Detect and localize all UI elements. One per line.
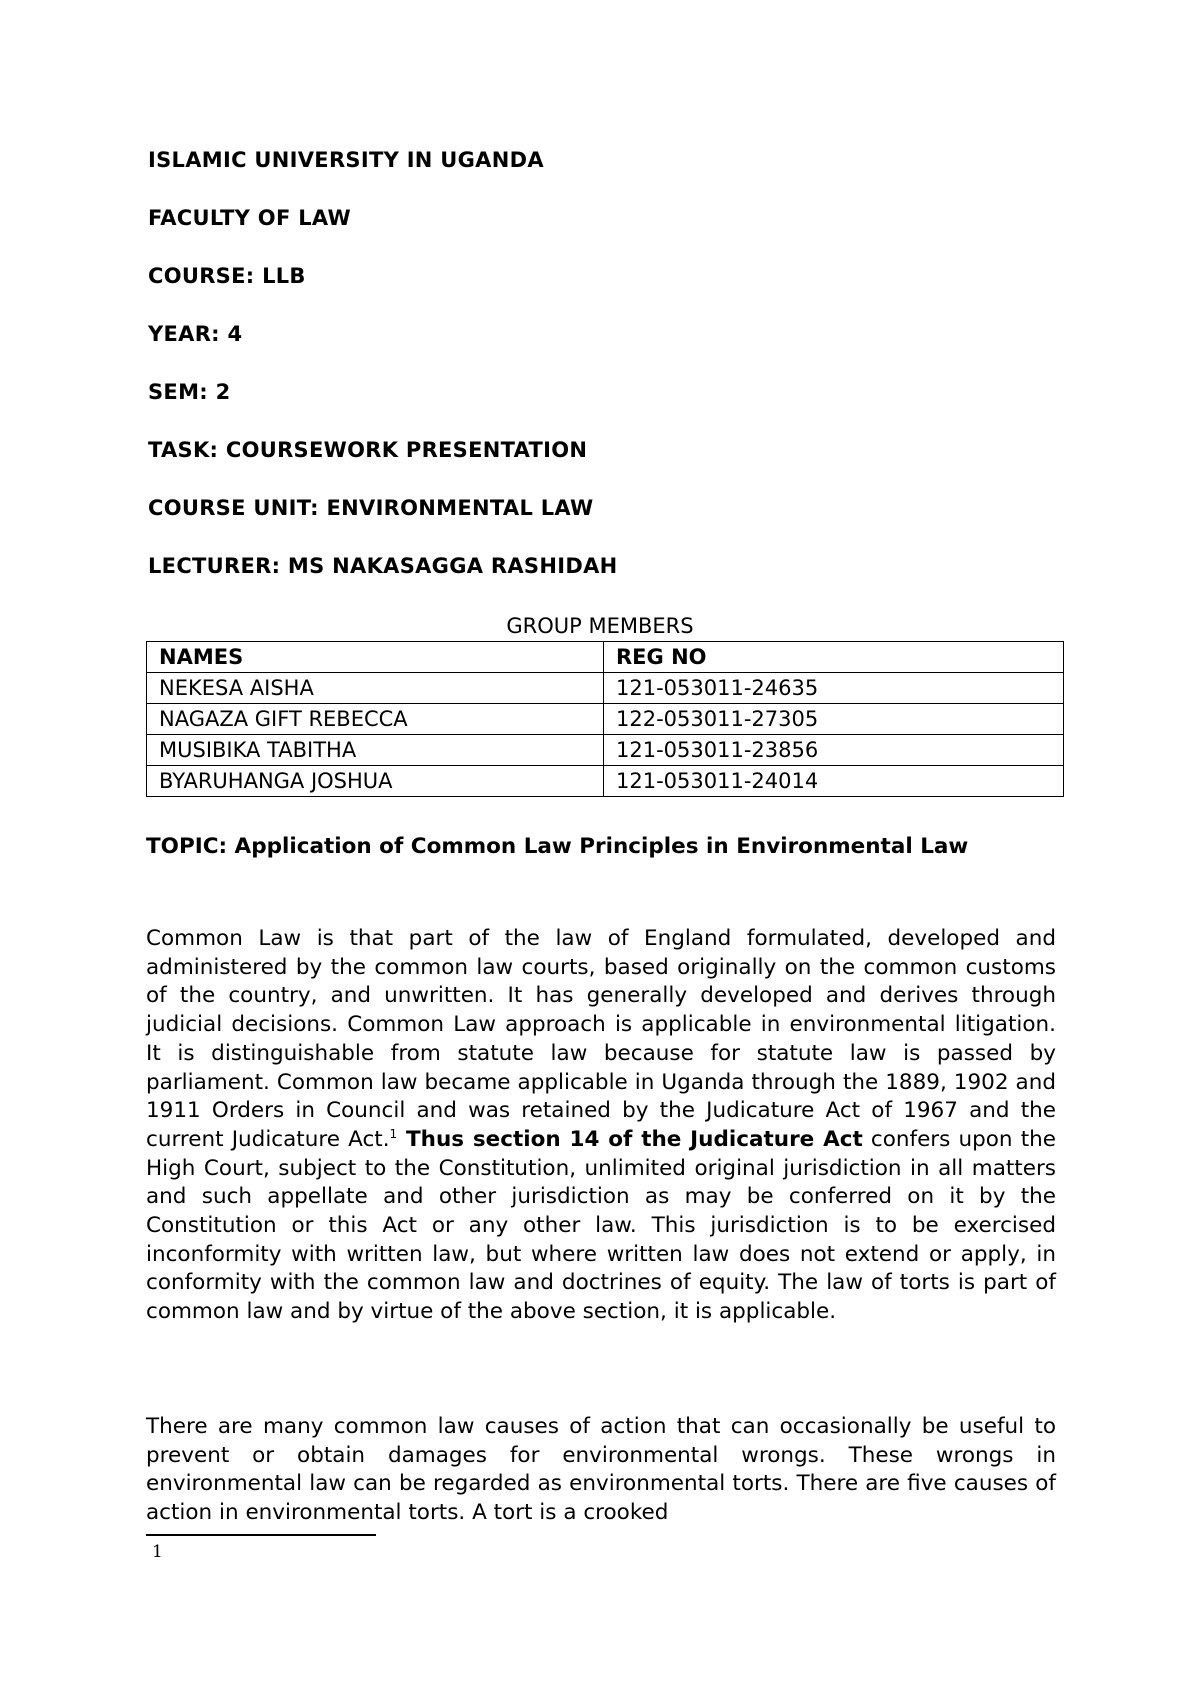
year-line: YEAR: 4 <box>148 322 243 346</box>
group-members-caption: GROUP MEMBERS <box>506 614 694 638</box>
footnote-reference[interactable]: 1 <box>389 1126 398 1141</box>
bold-section-reference: Thus section 14 of the Judicature Act <box>397 1126 863 1152</box>
member-reg-no: 121-053011-23856 <box>604 735 1064 766</box>
semester-line: SEM: 2 <box>148 380 231 404</box>
table-row <box>147 704 1064 735</box>
faculty-name: FACULTY OF LAW <box>148 206 351 230</box>
member-reg-no: 122-053011-27305 <box>604 704 1064 735</box>
member-name: NEKESA AISHA <box>147 673 604 704</box>
common-law-paragraph <box>146 925 1056 1327</box>
member-name: MUSIBIKA TABITHA <box>147 735 604 766</box>
paragraph-text: Common Law is that part of the law of England formulated, developed and administered by the common law courts, based originally on the common customs of the country, and unwritten. It has generally developed and derives through judicial decisions. Common Law approach is applicable in environmental litigation. It is distinguishable from statute law because for statute law is passed by parliament. Common law became applicable in Uganda through the 1889, 1902 and 1911 Orders in Council and was retained by the Judicature Act of 1967 and the current Judicature Act. <box>146 926 1056 1152</box>
table-row <box>147 673 1064 704</box>
column-header-reg-no: REG NO <box>604 642 1064 673</box>
group-members-table <box>146 641 1064 797</box>
table-row <box>147 766 1064 797</box>
table-row <box>147 735 1064 766</box>
table-header-row <box>147 642 1064 673</box>
member-name: NAGAZA GIFT REBECCA <box>147 704 604 735</box>
topic-heading: TOPIC: Application of Common Law Principles in Environmental Law <box>146 834 969 859</box>
footnote-separator <box>146 1534 376 1536</box>
task-line: TASK: COURSEWORK PRESENTATION <box>148 438 588 462</box>
university-name: ISLAMIC UNIVERSITY IN UGANDA <box>148 148 544 172</box>
footnote-number: 1 <box>152 1542 163 1562</box>
column-header-names: NAMES <box>147 642 604 673</box>
member-reg-no: 121-053011-24635 <box>604 673 1064 704</box>
course-unit-line: COURSE UNIT: ENVIRONMENTAL LAW <box>148 496 594 520</box>
causes-of-action-paragraph: There are many common law causes of action that can occasionally be useful to prevent or obtain damages for environmental wrongs. These wrongs in environmental law can be regarded as environmental torts. There are five causes of action in environmental torts. A tort is a crooked <box>146 1414 1056 1526</box>
paragraph-text-continued: confers upon the High Court, subject to the Constitution, unlimited original jurisdiction in all matters and such appellate and other jurisdiction as may be conferred on it by the Constitution or this Act or any other law. This jurisdiction is to be exercised inconformity with written law, but where written law does not extend or apply, in conformity with the common law and doctrines of equity. The law of torts is part of common law and by virtue of the above section, it is applicable. <box>146 1126 1056 1325</box>
member-reg-no: 121-053011-24014 <box>604 766 1064 797</box>
lecturer-line: LECTURER: MS NAKASAGGA RASHIDAH <box>148 554 618 578</box>
member-name: BYARUHANGA JOSHUA <box>147 766 604 797</box>
course-line: COURSE: LLB <box>148 264 306 288</box>
